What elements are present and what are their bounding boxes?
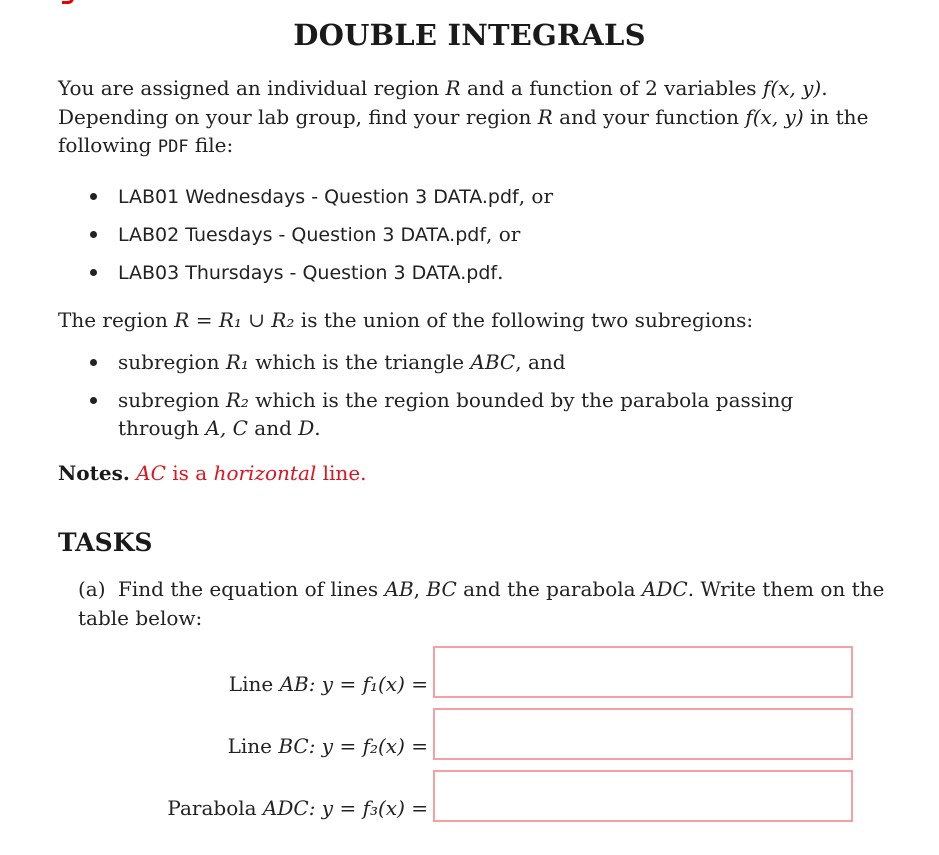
file-list-item: LAB01 Wednesdays - Question 3 DATA.pdf, or xyxy=(82,182,553,220)
subregion-list xyxy=(82,348,862,452)
file-link-lab01[interactable]: LAB01 Wednesdays - Question 3 DATA.pdf xyxy=(118,186,519,208)
file-link-lab02[interactable]: LAB02 Tuesdays - Question 3 DATA.pdf xyxy=(118,224,487,246)
file-list xyxy=(82,182,553,296)
equation-label-ab: Line AB: y = f₁(x) = xyxy=(228,672,428,696)
answer-box-line-bc[interactable] xyxy=(433,708,853,760)
pdf-word: PDF xyxy=(157,137,189,157)
equation-label-bc: Line BC: y = f₂(x) = xyxy=(227,734,428,758)
equation-label-adc: Parabola ADC: y = f₃(x) = xyxy=(167,796,428,820)
subregion-item-1: subregion R₁ which is the triangle ABC, and xyxy=(82,348,862,376)
file-list-item: LAB03 Thursdays - Question 3 DATA.pdf. xyxy=(82,258,553,296)
notes-label: Notes. xyxy=(58,461,130,485)
notes: Notes. AC is a horizontal line. xyxy=(58,461,367,485)
tasks-heading: TASKS xyxy=(58,528,153,557)
intro-paragraph: You are assigned an individual region R and a function of 2 variables f(x, y). Depending on your lab group, find your region R and your function f(x, y) in the following PDF file: xyxy=(58,76,869,157)
red-corner-mark xyxy=(62,0,74,4)
page-title: DOUBLE INTEGRALS xyxy=(293,18,646,52)
region-definition: The region R = R₁ ∪ R₂ is the union of the following two subregions: xyxy=(58,308,754,332)
answer-box-parabola-adc[interactable] xyxy=(433,770,853,822)
file-link-lab03[interactable]: LAB03 Thursdays - Question 3 DATA.pdf xyxy=(118,262,498,284)
subregion-item-2: subregion R₂ which is the region bounded by the parabola passing through A, C and D. xyxy=(82,386,862,442)
region-formula: R = R₁ ∪ R₂ xyxy=(174,308,295,332)
answer-box-line-ab[interactable] xyxy=(433,646,853,698)
file-list-item: LAB02 Tuesdays - Question 3 DATA.pdf, or xyxy=(82,220,553,258)
task-a-label: (a) xyxy=(78,577,106,601)
task-a: (a) Find the equation of lines AB, BC and the parabola ADC. Write them on the table below: xyxy=(78,577,885,630)
